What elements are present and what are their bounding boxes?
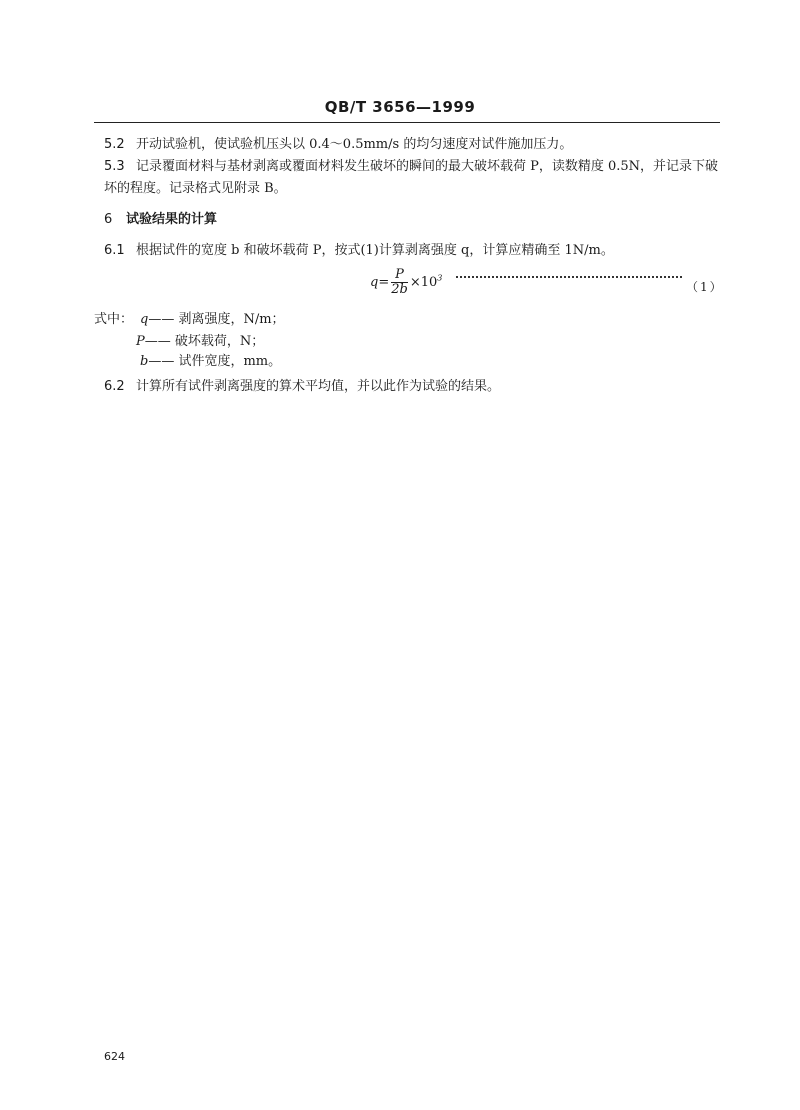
page-number: 624 [104, 1050, 125, 1063]
clause-text: 开动试验机，使试验机压头以 0.4～0.5mm/s 的均匀速度对试件施加压力。 [136, 137, 573, 152]
clause-text: 根据试件的宽度 b 和破坏载荷 P，按式(1)计算剥离强度 q，计算应精确至 1N/m。 [136, 243, 614, 258]
where-intro: 式中： [94, 312, 134, 327]
clause-5-3 [104, 156, 720, 200]
clause-6-1 [104, 240, 720, 262]
where-item-b [140, 352, 281, 372]
where-item-q [140, 310, 285, 330]
formula-lhs: q= [370, 275, 390, 290]
formula-exponent: 3 [437, 273, 443, 283]
symbol-description: —— 试件宽度，mm。 [148, 354, 282, 369]
symbol: q [140, 312, 149, 327]
clause-5-2 [104, 134, 720, 156]
formula-denominator: 2b [391, 282, 408, 297]
section-number: 6 [104, 212, 113, 227]
section-6-heading [104, 208, 217, 227]
clause-number: 5.3 [104, 159, 125, 174]
header-divider [94, 122, 720, 123]
dotted-leader [456, 276, 682, 278]
symbol: b [140, 354, 149, 369]
section-title: 试验结果的计算 [126, 212, 218, 227]
equation-number: （1） [686, 280, 724, 294]
clause-6-2 [104, 376, 720, 398]
clause-number: 6.1 [104, 243, 125, 258]
clause-text: 计算所有试件剥离强度的算术平均值，并以此作为试验的结果。 [136, 379, 501, 394]
formula-numerator: P [391, 268, 408, 283]
symbol-description: —— 剥离强度，N/m； [148, 312, 285, 327]
formula-multiplier: ×10 [409, 275, 438, 290]
clause-number: 6.2 [104, 379, 125, 394]
clause-text: 记录覆面材料与基材剥离或覆面材料发生破坏的瞬间的最大破坏载荷 P，读数精度 0.5N，并记录下破坏的程度。记录格式见附录 B。 [104, 159, 719, 196]
clause-number: 5.2 [104, 137, 125, 152]
formula-1 [370, 268, 442, 297]
formula-fraction [391, 268, 408, 297]
document-header-code: QB/T 3656—1999 [324, 98, 476, 116]
where-item-p [136, 332, 264, 352]
symbol: P [136, 334, 145, 349]
symbol-description: —— 破坏载荷，N； [144, 334, 265, 349]
